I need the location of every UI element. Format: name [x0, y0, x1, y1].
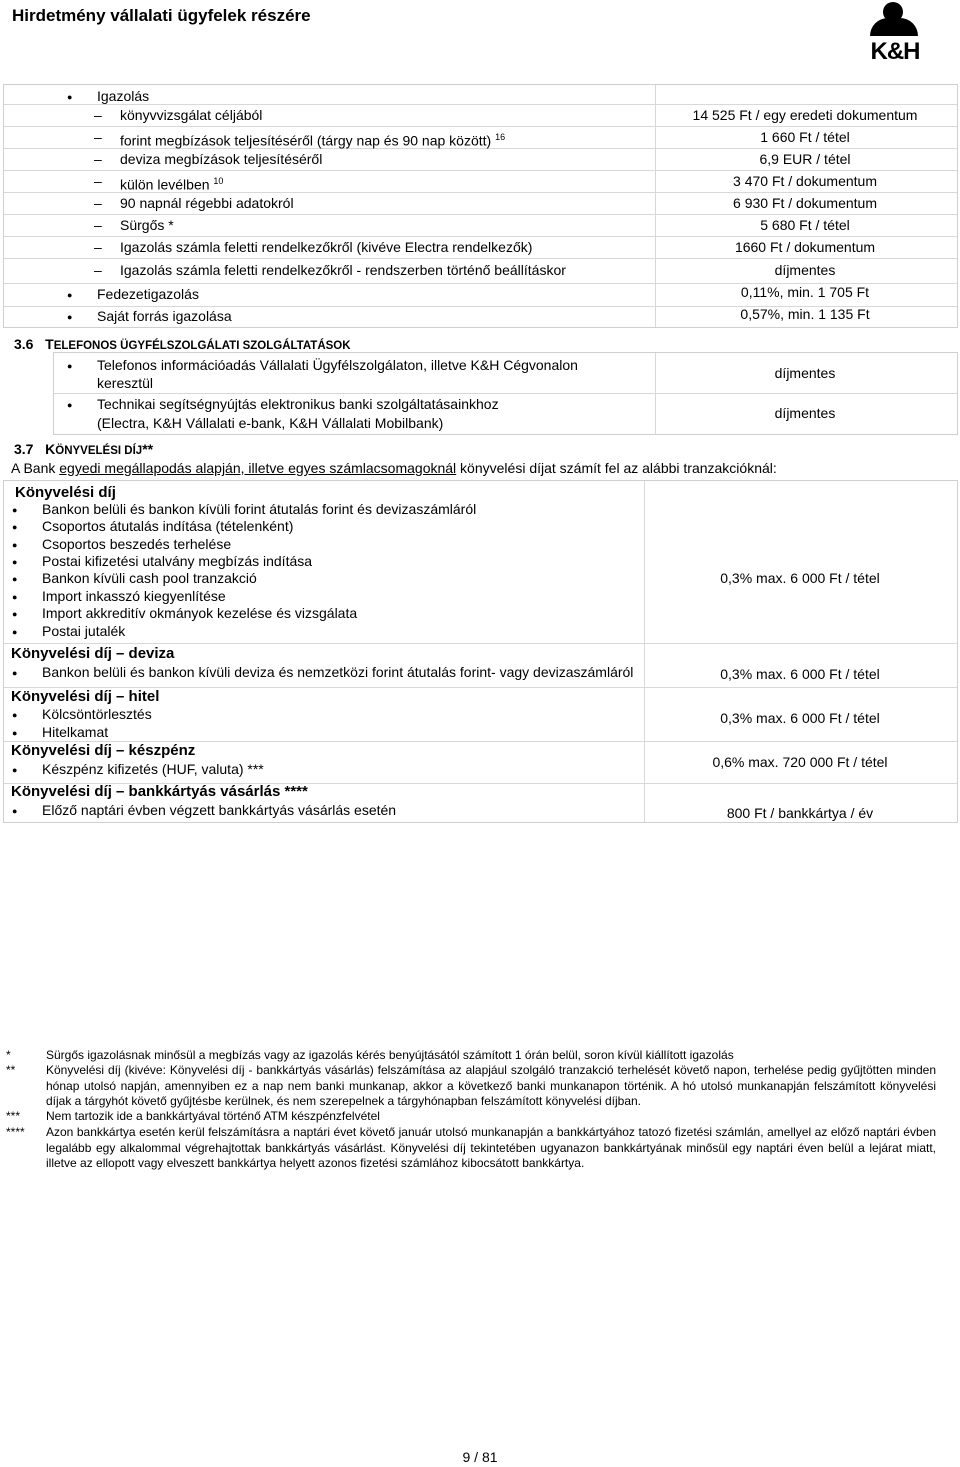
section-36-heading: 3.6 TELEFONOS ÜGYFÉLSZOLGÁLATI SZOLGÁLTATÁSOK — [14, 336, 351, 352]
s36-row-line1: ● Telefonos információadás Vállalati Ügyfélszolgálaton, illetve K&H Cégvonalon — [97, 357, 578, 374]
igazolas-row-label: – könyvvizsgálat céljából — [120, 107, 262, 124]
footnote-text: Sürgős igazolásnak minősül a megbízás vagy az igazolás kérés benyújtásától számított 1 órán belül, soron kívül kiállított igazolás — [46, 1048, 734, 1062]
konyvelesi-group-title: Könyvelési díj – hitel — [11, 688, 160, 705]
s36-row-line1: ● Technikai segítségnyújtás elektronikus banki szolgáltatásainkhoz — [97, 396, 499, 413]
konyvelesi-group-title: Könyvelési díj — [15, 484, 116, 501]
konyvelesi-item: ● Készpénz kifizetés (HUF, valuta) *** — [42, 761, 264, 778]
konyvelesi-group-fee: 0,3% max. 6 000 Ft / tétel — [720, 570, 880, 586]
konyvelesi-group-title: Könyvelési díj – készpénz — [11, 742, 196, 759]
igazolas-row-fee: díjmentes — [774, 262, 836, 278]
section-37-heading: 3.7 KÖNYVELÉSI DÍJ** — [14, 441, 154, 457]
igazolas-row-label: – deviza megbízások teljesítéséről — [120, 151, 322, 168]
konyvelesi-item: ● Csoportos átutalás indítása (tételenként) — [42, 518, 293, 535]
s36-row-line2: keresztül — [97, 375, 154, 391]
fedezetigazolas-label: ● Fedezetigazolás — [97, 286, 199, 303]
konyvelesi-item: ● Kölcsöntörlesztés — [42, 706, 152, 723]
konyvelesi-item: ● Előző naptári évben végzett bankkártyás vásárlás esetén — [42, 802, 396, 819]
footnote-text: Könyvelési díj (kivéve: Könyvelési díj - bankkártyás vásárlás) felszámítása az alapjául szolgáló tranzakció terhelését követő napon, terhelése pedig gyűjtötten minden hónap utolsó napján, amennyiben ez a nap nem banki munkanap, akkor a következő banki munkanapon történik. A hó utolsó munkanapján felszámított könyvelési díjak a tárgyhót követő gyűjtésbe kerülnek, és nem szerepelnek a tárgyhónapban felszámított könyvelési díjban. — [46, 1063, 936, 1108]
konyvelesi-item: ● Hitelkamat — [42, 724, 108, 741]
konyvelesi-item: ● Bankon kívüli cash pool tranzakció — [42, 570, 257, 587]
igazolas-row-label: – 90 napnál régebbi adatokról — [120, 195, 294, 212]
konyvelesi-item: ● Bankon belüli és bankon kívüli deviza és nemzetközi forint átutalás forint- vagy devizaszámláról — [42, 664, 633, 681]
logo-text: K&H — [870, 38, 920, 65]
konyvelesi-group-fee: 800 Ft / bankkártya / év — [726, 805, 874, 821]
konyvelesi-item: ● Postai kifizetési utalvány megbízás indítása — [42, 553, 312, 570]
igazolas-row-fee: 5 680 Ft / tétel — [760, 217, 850, 233]
footnote-mark: * — [6, 1048, 11, 1062]
konyvelesi-group-title: Könyvelési díj – bankkártyás vásárlás **** — [11, 783, 308, 800]
sajat-forras-fee: 0,57%, min. 1 135 Ft — [740, 306, 870, 322]
footnote-text: Nem tartozik ide a bankkártyával történő ATM készpénzfelvétel — [46, 1109, 380, 1123]
konyvelesi-item: ● Csoportos beszedés terhelése — [42, 536, 231, 553]
document-title: Hirdetmény vállalati ügyfelek részére — [12, 6, 311, 25]
page-number: 9 / 81 — [462, 1449, 498, 1465]
fedezetigazolas-fee: 0,11%, min. 1 705 Ft — [740, 284, 870, 300]
igazolas-row-fee: 6,9 EUR / tétel — [759, 151, 851, 167]
igazolas-row-fee: 14 525 Ft / egy eredeti dokumentum — [692, 107, 918, 123]
igazolas-title: ● Igazolás — [97, 88, 149, 105]
igazolas-row-fee: 1660 Ft / dokumentum — [734, 239, 876, 255]
konyvelesi-item: ● Import akkreditív okmányok kezelése és vizsgálata — [42, 605, 357, 622]
igazolas-row-fee: 6 930 Ft / dokumentum — [733, 195, 877, 211]
igazolas-row-label: – Igazolás számla feletti rendelkezőkről - rendszerben történő beállításkor — [120, 262, 566, 279]
konyvelesi-item: ● Bankon belüli és bankon kívüli forint átutalás forint és devizaszámláról — [42, 501, 476, 518]
igazolas-row-label: – külön levélben $^{10}$ — [120, 173, 223, 194]
sajat-forras-label: ● Saját forrás igazolása — [97, 308, 232, 325]
s36-row-fee: díjmentes — [774, 405, 836, 421]
s36-row-fee: díjmentes — [774, 365, 836, 381]
konyvelesi-item: ● Import inkasszó kiegyenlítése — [42, 588, 226, 605]
s36-row-line2: (Electra, K&H Vállalati e-bank, K&H Vállalati Mobilbank) — [97, 415, 444, 431]
footnote-text: Azon bankkártya esetén kerül felszámításra a naptári évet követő január utolsó munkanapján a bankkártyához tatozó fizetési számlán, amellyel az előző naptári évben legalább egy alkalommal végrehajtottak bankkártyás vásárlást. Könyvelési díj tekintetében ugyanazon bankkártyának minősül egy naptári éven belül a lejárat miatt, illetve az ellopott vagy elveszett bankkártya helyett azonos fizetési számlához kibocsátott bankkártya. — [46, 1125, 936, 1170]
igazolas-row-fee: 1 660 Ft / tétel — [760, 129, 850, 145]
konyvelesi-item: ● Postai jutalék — [42, 623, 125, 640]
igazolas-row-fee: 3 470 Ft / dokumentum — [733, 173, 877, 189]
kh-logo — [850, 0, 940, 66]
logo-body-shape — [870, 18, 918, 36]
igazolas-row-label: – Sürgős * — [120, 217, 174, 234]
konyvelesi-group-title: Könyvelési díj – deviza — [11, 645, 175, 662]
section-37-intro: A Bank egyedi megállapodás alapján, illetve egyes számlacsomagoknál könyvelési díjat számít fel az alábbi tranzakcióknál: — [11, 460, 777, 476]
igazolas-row-label: – forint megbízások teljesítéséről (tárgy nap és 90 nap között) $^{16}$ — [120, 129, 505, 150]
page-header — [0, 0, 960, 68]
konyvelesi-group-fee: 0,3% max. 6 000 Ft / tétel — [720, 710, 880, 726]
igazolas-row-label: – Igazolás számla feletti rendelkezőkről (kivéve Electra rendelkezők) — [120, 239, 532, 256]
konyvelesi-group-fee: 0,6% max. 720 000 Ft / tétel — [712, 754, 888, 770]
konyvelesi-group-fee: 0,3% max. 6 000 Ft / tétel — [720, 666, 880, 682]
footnote-mark: **** — [6, 1125, 25, 1139]
footnote-mark: *** — [6, 1109, 21, 1123]
footnote-mark: ** — [6, 1063, 16, 1077]
